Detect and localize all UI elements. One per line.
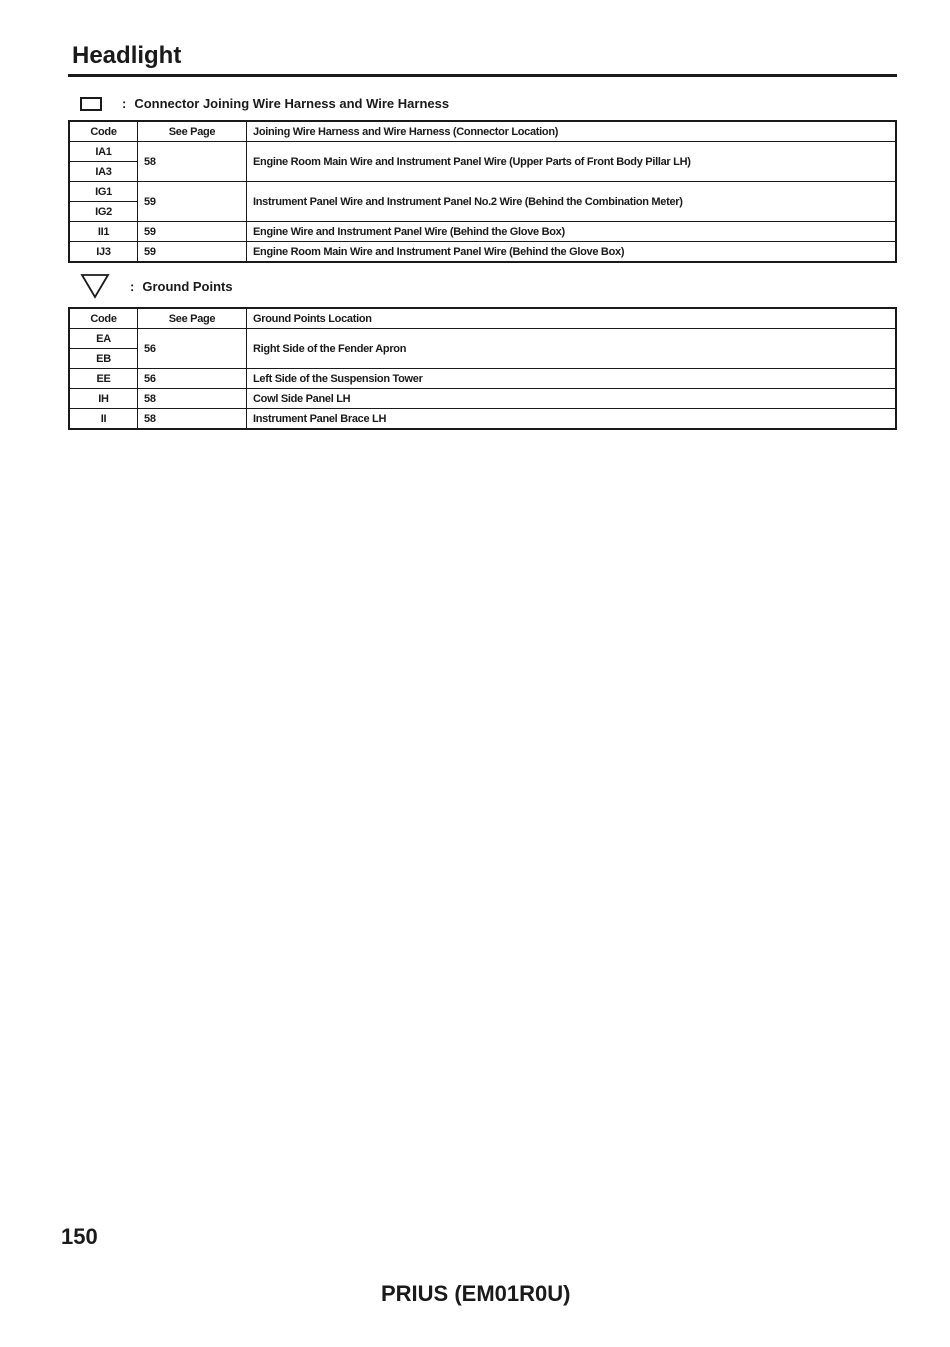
see-page-cell: 58 <box>138 389 247 409</box>
see-page-cell: 56 <box>138 329 247 369</box>
code-cell: IH <box>69 389 138 409</box>
table-header-row <box>69 121 896 142</box>
table-row <box>69 142 896 162</box>
table-row <box>69 389 896 409</box>
ground-triangle-icon <box>80 273 110 299</box>
connector-table <box>68 120 897 263</box>
header-code: Code <box>69 308 138 329</box>
code-cell: EE <box>69 369 138 389</box>
legend-colon: : <box>130 278 135 294</box>
location-cell: Right Side of the Fender Apron <box>247 329 897 369</box>
see-page-cell: 58 <box>138 409 247 430</box>
code-cell: EA <box>69 329 138 349</box>
connector-legend-label: Connector Joining Wire Harness and Wire Harness <box>134 96 450 111</box>
ground-legend <box>80 273 233 299</box>
table-row <box>69 369 896 389</box>
code-cell: IA1 <box>69 142 138 162</box>
location-cell: Cowl Side Panel LH <box>247 389 897 409</box>
table-row <box>69 409 896 430</box>
header-code: Code <box>69 121 138 142</box>
see-page-cell: 58 <box>138 142 247 182</box>
table-row <box>69 242 896 263</box>
ground-legend-label: Ground Points <box>142 278 233 294</box>
code-cell: EB <box>69 349 138 369</box>
page-title: Headlight <box>72 42 182 69</box>
connector-legend <box>80 96 449 111</box>
code-cell: IJ3 <box>69 242 138 263</box>
location-cell: Instrument Panel Wire and Instrument Panel No.2 Wire (Behind the Combination Meter) <box>247 182 897 222</box>
location-cell: Engine Wire and Instrument Panel Wire (Behind the Glove Box) <box>247 222 897 242</box>
header-location: Ground Points Location <box>247 308 897 329</box>
legend-colon: : <box>122 96 127 111</box>
footer-model-code: PRIUS (EM01R0U) <box>381 1281 571 1306</box>
code-cell: II <box>69 409 138 430</box>
connector-box-icon <box>80 97 102 111</box>
ground-table <box>68 307 897 430</box>
location-cell: Instrument Panel Brace LH <box>247 409 897 430</box>
title-divider <box>68 74 897 77</box>
table-row <box>69 222 896 242</box>
header-location: Joining Wire Harness and Wire Harness (Connector Location) <box>247 121 897 142</box>
location-cell: Engine Room Main Wire and Instrument Panel Wire (Behind the Glove Box) <box>247 242 897 263</box>
header-see-page: See Page <box>138 308 247 329</box>
code-cell: IG2 <box>69 202 138 222</box>
header-see-page: See Page <box>138 121 247 142</box>
code-cell: IA3 <box>69 162 138 182</box>
table-header-row <box>69 308 896 329</box>
code-cell: II1 <box>69 222 138 242</box>
see-page-cell: 56 <box>138 369 247 389</box>
see-page-cell: 59 <box>138 242 247 263</box>
code-cell: IG1 <box>69 182 138 202</box>
table-row <box>69 182 896 202</box>
see-page-cell: 59 <box>138 222 247 242</box>
see-page-cell: 59 <box>138 182 247 222</box>
location-cell: Left Side of the Suspension Tower <box>247 369 897 389</box>
page-number: 150 <box>61 1224 98 1249</box>
location-cell: Engine Room Main Wire and Instrument Panel Wire (Upper Parts of Front Body Pillar LH) <box>247 142 897 182</box>
table-row <box>69 329 896 349</box>
